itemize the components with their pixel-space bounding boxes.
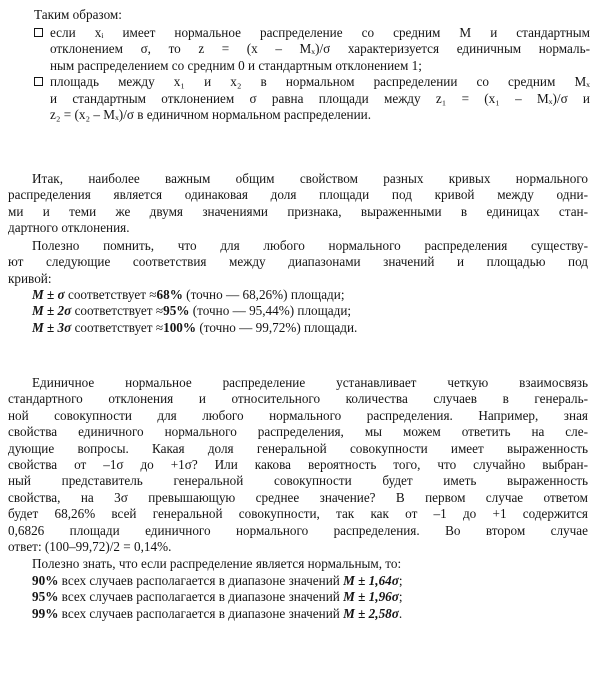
case-item: [32, 589, 598, 605]
paragraph-line: будет 68,26% всей генеральной совокупности, так как от –1 до +1 содержится: [8, 506, 588, 522]
paragraph-1: [8, 171, 588, 237]
bullet-line: площадь между x₁ и x₂ в нормальном распределении со средним Mₓ: [50, 74, 590, 90]
bullet-line: z₂ = (x₂ – Mₓ)/σ в единичном нормальном распределении.: [50, 106, 372, 122]
bullet-line: и стандартным отклонением σ равна площади между z₁ = (x₁ – Mₓ)/σ и: [50, 90, 590, 106]
paragraph-line: дующие вопросы. Какая доля генеральной совокупности имеет выраженность: [8, 440, 588, 456]
paragraph-line: ют следующие соответствия между диапазонами значений и площадью под: [8, 254, 588, 270]
range-rest: (точно — 68,26%) площади;: [182, 287, 345, 302]
case-percent: 95%: [32, 589, 59, 605]
paragraph-line: ной совокупности для любого нормального распределения. Например, зная: [8, 407, 588, 423]
case-text: всех случаев располагается в диапазоне значений: [58, 605, 344, 621]
case-text: всех случаев располагается в диапазоне значений: [58, 589, 344, 605]
paragraph-line: 0,6826 площади единичного нормального распределения. Во втором случае: [8, 522, 588, 538]
case-percent: 99%: [32, 605, 59, 621]
paragraph-line: стандартного отклонения и относительного количества случаев в генераль-: [8, 391, 588, 407]
bullet-item-1: [0, 25, 590, 74]
paragraph-line: дартного отклонения.: [8, 220, 130, 236]
paragraph-line: Полезно знать, что если распределение является нормальным, то:: [32, 556, 402, 571]
paragraph-line: Итак, наиболее важным общим свойством разных кривых нормального: [32, 171, 588, 186]
sigma-ranges-list: [32, 287, 598, 336]
percentile-cases-list: [32, 573, 598, 622]
checkbox-bullet-icon: [34, 28, 43, 37]
case-expression: M ± 1,96σ: [343, 589, 399, 605]
paragraph-line: распределения является одинаковая доля площади под кривой между одни-: [8, 187, 588, 203]
range-percent: 95%: [163, 303, 190, 319]
case-item: [32, 606, 598, 622]
paragraph-line: Единичное нормальное распределение устанавливает четкую взаимосвязь: [32, 375, 588, 390]
range-expression: M ± 3σ: [32, 319, 72, 335]
case-item: [32, 573, 598, 589]
intro-line: Таким образом:: [34, 7, 122, 22]
case-expression: M ± 1,64σ: [343, 573, 399, 588]
bullet-item-2: [0, 74, 590, 123]
intro-text: [34, 7, 598, 23]
paragraph-2: [8, 238, 588, 287]
case-expression: M ± 2,58σ: [343, 605, 399, 621]
paragraph-line: Полезно помнить, что для любого нормального распределения существу-: [32, 238, 588, 253]
paragraph-line: свойства, на 3σ превышающую среднее значение? В первом случае ответом: [8, 489, 588, 505]
bullet-list: [0, 25, 590, 123]
bullet-line: если xᵢ имеет нормальное распределение со средним M и стандартным: [50, 25, 590, 40]
paragraph-line: ответ: (100–99,72)/2 = 0,14%.: [8, 538, 172, 554]
paragraph-3: [8, 375, 588, 555]
paragraph-4: [32, 556, 598, 572]
paragraph-line: ный представитель генеральной совокупности будет иметь выраженность: [8, 473, 588, 489]
case-text: всех случаев располагается в диапазоне значений: [58, 573, 344, 588]
case-end: ;: [398, 573, 403, 588]
case-end: .: [398, 605, 403, 621]
range-percent: 100%: [163, 319, 197, 335]
case-end: ;: [398, 589, 403, 605]
paragraph-line: свойства от –1σ до +1σ? Или какова вероятность того, что случайно выбран-: [8, 456, 588, 472]
paragraph-line: свойства единичного нормального распределения, мы можем ответить на сле-: [8, 424, 588, 440]
range-mid: соответствует ≈: [71, 319, 164, 335]
range-expression: M ± 2σ: [32, 303, 72, 319]
bullet-line: ным распределением со средним 0 и стандартным отклонением 1;: [50, 57, 422, 73]
range-percent: 68%: [156, 287, 183, 302]
range-mid: соответствует ≈: [64, 287, 157, 302]
paragraph-line: кривой:: [8, 270, 52, 286]
sigma-range-item: [32, 320, 598, 336]
range-rest: (точно — 99,72%) площади.: [196, 319, 358, 335]
range-expression: M ± σ: [32, 287, 65, 302]
checkbox-bullet-icon: [34, 77, 43, 86]
case-percent: 90%: [32, 573, 59, 588]
paragraph-line: ми и теми же двумя значениями признака, выраженными в единицах стан-: [8, 203, 588, 219]
sigma-range-item: [32, 287, 598, 303]
sigma-range-item: [32, 303, 598, 319]
range-mid: соответствует ≈: [71, 303, 164, 319]
range-rest: (точно — 95,44%) площади;: [189, 303, 352, 319]
bullet-line: отклонением σ, то z = (x – Mₓ)/σ характеризуется единичным нормаль-: [50, 41, 590, 57]
